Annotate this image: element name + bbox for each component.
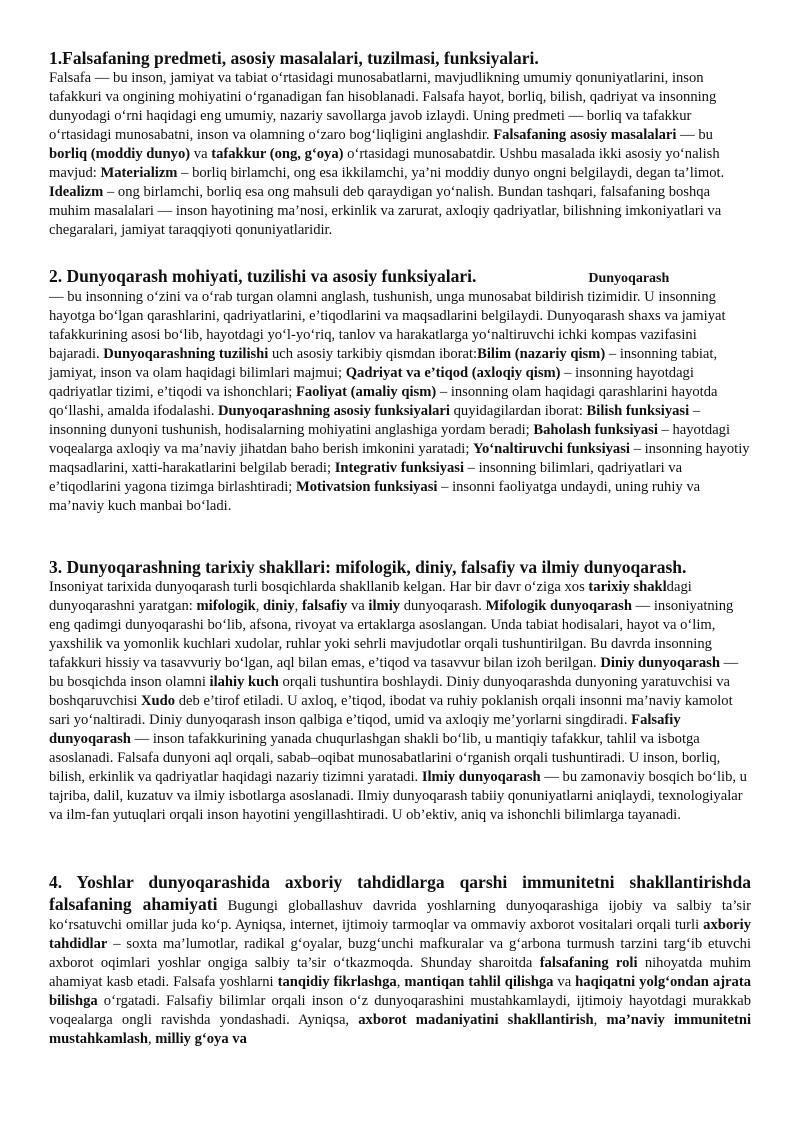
text-run: — inson tafakkurining yanada chuqurlashgan shakli bo‘lib, u mantiqiy tafakkur, tahlil va isbotga asoslanadi. Falsafa dunyoni aql orqali, sabab–oqibat munosabatlarini o‘rganish orqali tushuntiradi. U inson, borliq, bilish, erkinlik va qadriyatlar haqidagi nazariy tizimni yaratadi. [49,731,721,785]
bold-term: Idealizm [49,184,104,200]
bold-term: falsafaning roli [539,955,638,971]
text-run: o‘rgatadi. Falsafiy bilimlar orqali inson o‘z dunyoqarashini mustahkamlaydi, ijtimoiy hayotdagi murakkab voqealarga ongli ravishda yondashadi. Ayniqsa, [49,993,751,1028]
bold-term: Motivatsion funksiyasi [295,479,438,495]
text-run: – insonning hayotdagi qadriyatlar tizimi, e’tiqodi va ishonchlari; [49,365,694,400]
text-run: — bu zamonaviy bosqich bo‘lib, u tajriba, dalil, kuzatuv va ilmiy isbotlarga asoslanadi. Ilmiy dunyoqarash tabiiy qonuniyatlarni aniqlaydi, texnologiyalar va ilm-fan yutuqlari orqali inson hayotini yengillashtiradi. U ob’ektiv, aniq va ishonchli bilimlarga tayanadi. [49,769,747,823]
bold-term: falsafiy [301,598,348,614]
bold-term: diniy [263,598,295,614]
text-run: , [294,598,302,614]
bold-term: Diniy dunyoqarash [600,655,720,671]
bold-term: tanqidiy fikrlashga [277,974,397,990]
text-run: – insonning olam haqidagi qarashlarini hayotda qo‘llashi, amalda ifodalashi. [49,384,718,419]
text-run: – insonning tabiat, jamiyat, inson va olam haqidagi bilimlari majmui; [49,346,718,381]
text-run: — bu [676,127,713,143]
section-1-paragraph [49,69,751,240]
text-run: – hayotdagi voqealarga axloqiy va ma’naviy jihatdan baho berish imkonini yaratadi; [49,422,731,457]
section-2 [49,266,751,516]
text-run: – soxta ma’lumotlar, radikal g‘oyalar, buzg‘unchi mafkuralar va g‘arbona turmush tarzini targ‘ib etuvchi axborot oqimlari yoshlar ongiga salbiy ta’sir o‘tkazmoqda. Shunday sharoitda [49,936,751,971]
text-run: va [347,598,369,614]
bold-term: haqiqatni yolg‘ondan ajrata bilishga [49,974,751,1009]
text-run: – insonni faoliyatga undaydi, uning ruhiy va ma’naviy kuch manbai bo‘ladi. [49,479,701,514]
bold-term: tarixiy shakl [588,579,667,595]
section-3 [49,557,751,825]
bold-term: Falsafiy dunyoqarash [49,712,681,747]
bold-term: Integrativ funksiyasi [334,460,465,476]
text-run: o‘rtasidagi munosabatdir. Ushbu masalada ikki asosiy yo‘nalish mavjud: [49,146,720,181]
text-run: – ong birlamchi, borliq esa ong mahsuli deb qaraydigan yo‘nalish. Bundan tashqari, falsafaning boshqa muhim masalalari — inson hayotining ma’nosi, erkinlik va zarurat, axloqiy qadriyatlar, bilishning imkoniyatlari va chegaralari, jamiyat taraqqiyoti qonuniyatlaridir. [49,184,722,238]
bold-term: Materializm [100,165,178,181]
bold-term: mantiqan tahlil qilishga [404,974,554,990]
bold-term: Yo‘naltiruvchi funksiyasi [473,441,630,457]
text-run: va [553,974,576,990]
bold-term: Dunyoqarashning asosiy funksiyalari [218,403,450,419]
bold-term: ilahiy kuch [209,674,279,690]
text-run: — bu bosqichda inson olamni [49,655,739,690]
section-4-heading: 4. Yoshlar dunyoqarashida axboriy tahdidlarga qarshi immunitetni shakllantirishda falsafaning ahamiyati [49,872,751,914]
text-run: – insonning bilimlari, qadriyatlari va e’tiqodlarini yagona tizimga birlashtiradi; [49,460,683,495]
text-run: quyidagilardan iborat: [449,403,587,419]
text-run: dunyoqarash. [400,598,486,614]
text-run: Falsafa — bu inson, jamiyat va tabiat o‘rtasidagi munosabatlarni, mavjudlikning umumiy qonuniyatlarini, inson tafakkuri va ongining mohiyatini o‘rganadigan fan hisoblanadi. Falsafa hayot, borliq, bilish, qadriyat va insonning dunyodagi o‘rni haqidagi eng umumiy, nazariy savollarga javob izlaydi. Uning predmeti — borliq va tafakkur o‘rtasidagi munosabatni, inson va olamning o‘zaro bog‘liqligini anglashdir. [49,70,717,143]
section-4 [49,872,751,1049]
bold-term: Dunyoqarashning tuzilishi [103,346,269,362]
section-spacer [49,825,751,872]
bold-term: Bilim (nazariy qism) [477,346,606,362]
text-run: va [190,146,212,162]
bold-term: Faoliyat (amaliy qism) [295,384,437,400]
bold-term: Falsafaning asosiy masalalari [493,127,677,143]
text-run: , [593,1012,607,1028]
bold-term: ilmiy [368,598,401,614]
text-run: – borliq birlamchi, ong esa ikkilamchi, ya’ni moddiy dunyo ongni belgilaydi, degan ta’limot. [177,165,725,181]
text-run: – insonning dunyoni tushunish, hodisalarning mohiyatini anglashiga yordam beradi; [49,403,701,438]
bold-term: milliy g‘oya va [155,1031,247,1047]
text-run: , [396,974,405,990]
section-spacer [49,240,751,266]
bold-term: Bilish funksiyasi [586,403,690,419]
bold-term: Qadriyat va e’tiqod (axloqiy qism) [345,365,561,381]
section-spacer [49,516,751,557]
bold-term: Baholash funksiyasi [533,422,658,438]
text-run: — bu insonning o‘zini va o‘rab turgan olamni anglash, tushunish, unga munosabat bildirish tizimidir. U insonning hayotga bo‘lgan qarashlarini, qadriyatlarini, e’tiqodlarini va maqsadlarini belgilaydi. Dunyoqarash shaxs va jamiyat tafakkurining asosi bo‘lib, hayotdagi yo‘l-yo‘riq, tanlov va harakatlarga yo‘naltiruvchi ichki kompas vazifasini bajaradi. [49,289,726,362]
text-run: Bugungi globallashuv davrida yoshlarning dunyoqarashiga ijobiy va salbiy ta’sir ko‘rsatuvchi omillar juda ko‘p. Ayniqsa, internet, ijtimoiy tarmoqlar va ommaviy axborot vositalari orqali turli [49,898,751,933]
section-1 [49,48,751,240]
bold-term: mifologik [196,598,256,614]
bold-term: ma’naviy immunitetni mustahkamlash [49,1012,752,1047]
text-run: , [255,598,263,614]
text-run: uch asosiy tarkibiy qismdan iborat: [268,346,478,362]
text-run: , [147,1031,156,1047]
text-run: dagi dunyoqarashni yaratgan: [49,579,692,614]
bold-term: Xudo [141,693,176,709]
text-run: orqali tushuntira boshlaydi. Diniy dunyoqarashda dunyoning yaratuvchisi va boshqaruvchisi [49,674,730,709]
section-1-heading: 1.Falsafaning predmeti, asosiy masalalari, tuzilmasi, funksiyalari. [49,48,539,68]
bold-term: axborot madaniyatini shakllantirish [358,1012,594,1028]
section-3-paragraph [49,578,751,825]
bold-term: axboriy tahdidlar [49,917,751,952]
text-run: – insonning hayotiy maqsadlarini, xatti-harakatlarini belgilab beradi; [49,441,750,476]
section-2-paragraph [49,288,751,516]
bold-term: tafakkur (ong, g‘oya) [211,146,344,162]
section-2-lead-term: Dunyoqarash [588,271,670,286]
text-run: nihoyatda muhim ahamiyat kasb etadi. Falsafa yoshlarni [49,955,751,990]
section-4-paragraph [49,872,751,1049]
section-2-heading: 2. Dunyoqarash mohiyati, tuzilishi va asosiy funksiyalari. [49,266,477,286]
section-2-heading-line [49,266,751,288]
bold-term: Mifologik dunyoqarash [485,598,632,614]
section-3-heading: 3. Dunyoqarashning tarixiy shakllari: mifologik, diniy, falsafiy va ilmiy dunyoqarash. [49,557,687,577]
text-run: deb e’tirof etiladi. U axloq, e’tiqod, ibodat va ruhiy poklanish orqali insonni ma’naviy kamolot sari yo‘naltiradi. Diniy dunyoqarash inson qalbiga e’tiqod, umid va axloqiy me’yorlarni singdiradi. [49,693,733,728]
text-run: Insoniyat tarixida dunyoqarash turli bosqichlarda shakllanib kelgan. Har bir davr o‘ziga xos [49,579,589,595]
text-run: — insoniyatning eng qadimgi dunyoqarashi bo‘lib, afsona, rivoyat va ertaklarga asoslangan. Unda tabiat hodisalari, hayot va o‘lim, yaxshilik va yomonlik kuchlari xudolar, ruhlar yoki sehrli mavjudotlar orqali tushuntirilgan. Bu davrda insonning tafakkuri hissiy va tasavvuriy bo‘lgan, aql bilan emas, e’tiqod va tasavvur bilan izoh berilgan. [49,598,734,671]
bold-term: borliq (moddiy dunyo) [49,146,191,162]
bold-term: Ilmiy dunyoqarash [421,769,541,785]
